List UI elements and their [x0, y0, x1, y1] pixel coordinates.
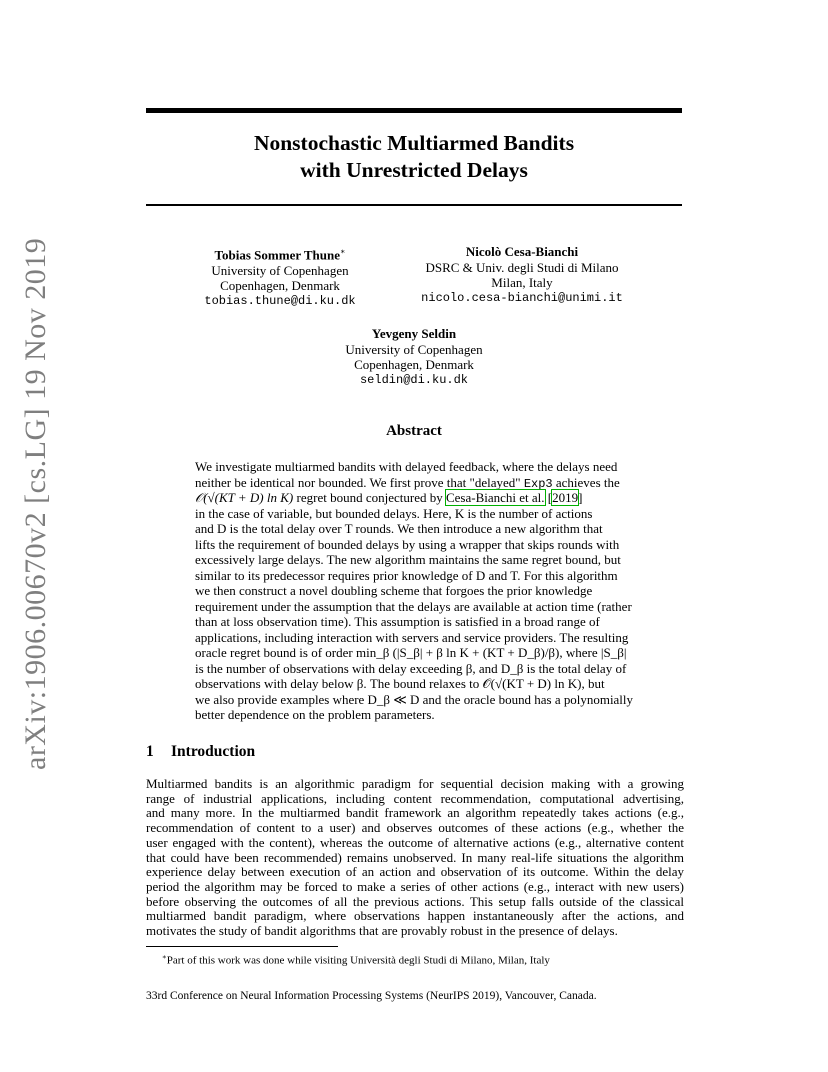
author-location: Copenhagen, Denmark: [220, 278, 340, 294]
paragraph-line: before observing the outcomes of all the previous actions. This setup falls outside of the classical: [146, 893, 684, 909]
title-bottom-rule: [146, 204, 682, 206]
section-heading: [146, 743, 255, 761]
author-email[interactable]: nicolo.cesa-bianchi@unimi.it: [421, 290, 623, 305]
section-number: 1: [146, 743, 154, 760]
footnote-mark: ∗: [340, 247, 346, 256]
author-name: Tobias Sommer Thune: [214, 247, 341, 263]
author-location: Copenhagen, Denmark: [354, 357, 474, 372]
title-line-2: with Unrestricted Delays: [300, 158, 528, 182]
author-affiliation: DSRC & Univ. degli Studi di Milano: [425, 259, 619, 275]
abstract-line: applications, including interaction with servers and service providers. The resulting: [195, 629, 629, 645]
citation-link[interactable]: Cesa-Bianchi et al.: [445, 490, 545, 505]
abstract-line: we then construct a novel doubling scheme that forgoes the prior knowledge: [195, 583, 593, 598]
paper-title: [146, 130, 682, 184]
abstract-line: oracle regret bound is of order min_β (|S_β| + β ln K + (KT + D_β)/β), where |S_β|: [195, 645, 627, 660]
footnote: [162, 950, 550, 968]
algorithm-name: Exp3: [523, 476, 553, 491]
conference-note: 33rd Conference on Neural Information Processing Systems (NeurIPS 2019), Vancouver, Canada.: [146, 990, 597, 1002]
abstract-line: [195, 490, 633, 506]
abstract-body: [195, 459, 633, 723]
section-title: Introduction: [171, 743, 256, 760]
paragraph-line: Multiarmed bandits is an algorithmic paradigm for sequential decision making with a growing: [146, 776, 684, 791]
author-affiliation: University of Copenhagen: [211, 262, 349, 278]
abstract-line: lifts the requirement of bounded delays by using a wrapper that skips rounds with: [195, 536, 620, 552]
paragraph-line: range of industrial applications, including content recommendation, computational advertising,: [146, 790, 684, 806]
abstract-line: observations with delay below β. The bound relaxes to 𝒪(√(KT + D) ln K), but: [195, 676, 605, 691]
abstract-text: achieves the: [552, 474, 620, 490]
abstract-line: requirement under the assumption that the delays are available at action time (rather: [195, 598, 632, 614]
paragraph-line: motivates the study of bandit algorithms that are provably robust in the presence of delays.: [146, 923, 618, 939]
paragraph-line: user engaged with the content), whereas the outcome of alternative actions (e.g., alternative content: [146, 834, 684, 850]
introduction-paragraph: [146, 777, 684, 939]
author-block-2: [408, 244, 636, 306]
paragraph-line: and many more. In the multiarmed bandit framework an algorithm repeatedly takes actions (e.g.,: [146, 805, 684, 821]
footnote-text: Part of this work was done while visiting Università degli Studi di Milano, Milan, Italy: [166, 954, 550, 967]
abstract-line: and D is the total delay over T rounds. We then introduce a new algorithm that: [195, 521, 603, 536]
abstract-line: excessively large delays. The new algorithm maintains the same regret bound, but: [195, 552, 621, 567]
abstract-line: similar to its predecessor requires prior knowledge of D and T. For this algorithm: [195, 567, 618, 583]
author-location: Milan, Italy: [491, 275, 553, 290]
title-line-1: Nonstochastic Multiarmed Bandits: [253, 131, 575, 155]
abstract-line: than at loss observation time). This assumption is satisfied in a broad range of: [195, 614, 600, 629]
abstract-text: neither be identical nor bounded. We first prove that "delayed": [195, 474, 524, 490]
author-email[interactable]: tobias.thune@di.ku.dk: [204, 293, 356, 308]
author-affiliation: University of Copenhagen: [345, 341, 483, 357]
arxiv-identifier: arXiv:1906.00670v2 [cs.LG] 19 Nov 2019: [19, 237, 52, 770]
paragraph-line: recommendation of content to a user) and observes outcomes of these actions (e.g., whether the: [146, 820, 684, 836]
paragraph-line: experience delay between execution of an action and observation of its outcome. Within the delay: [146, 864, 684, 880]
author-name: Nicolò Cesa-Bianchi: [465, 244, 579, 259]
footnote-mark: ∗: [162, 953, 167, 961]
regret-bound-formula: 𝒪(√(KT + D) ln K): [195, 490, 294, 505]
abstract-line: in the case of variable, but bounded delays. Here, K is the number of actions: [195, 505, 593, 521]
title-top-rule: [146, 108, 682, 113]
author-block-1: [198, 244, 362, 309]
abstract-line: is the number of observations with delay exceeding β, and D_β is the total delay of: [195, 660, 627, 676]
paragraph-line: multiarmed bandit paradigm, where observations happen instantaneously after the actions, and: [146, 908, 684, 924]
paragraph-line: period the algorithm may be forced to make a series of other actions (e.g., interact with new users): [146, 878, 684, 894]
abstract-heading: Abstract: [386, 423, 442, 439]
abstract-text: regret bound conjectured by: [293, 490, 446, 505]
abstract-text: [: [544, 490, 553, 505]
abstract-line: better dependence on the problem parameters.: [195, 707, 435, 722]
citation-year-link[interactable]: 2019: [552, 490, 579, 505]
author-email[interactable]: seldin@di.ku.dk: [359, 372, 469, 387]
abstract-text: ]: [578, 490, 583, 505]
abstract-line: [195, 475, 633, 491]
footnote-rule: [146, 946, 338, 947]
author-block-3: [314, 326, 514, 388]
abstract-line: we also provide examples where D_β ≪ D and the oracle bound has a polynomially: [195, 691, 633, 707]
author-name: Yevgeny Seldin: [371, 326, 457, 341]
paragraph-line: that could have been recommended) remains unobserved. In many real-life situations the algorithm: [146, 849, 684, 865]
abstract-line: We investigate multiarmed bandits with delayed feedback, where the delays need: [195, 459, 618, 474]
